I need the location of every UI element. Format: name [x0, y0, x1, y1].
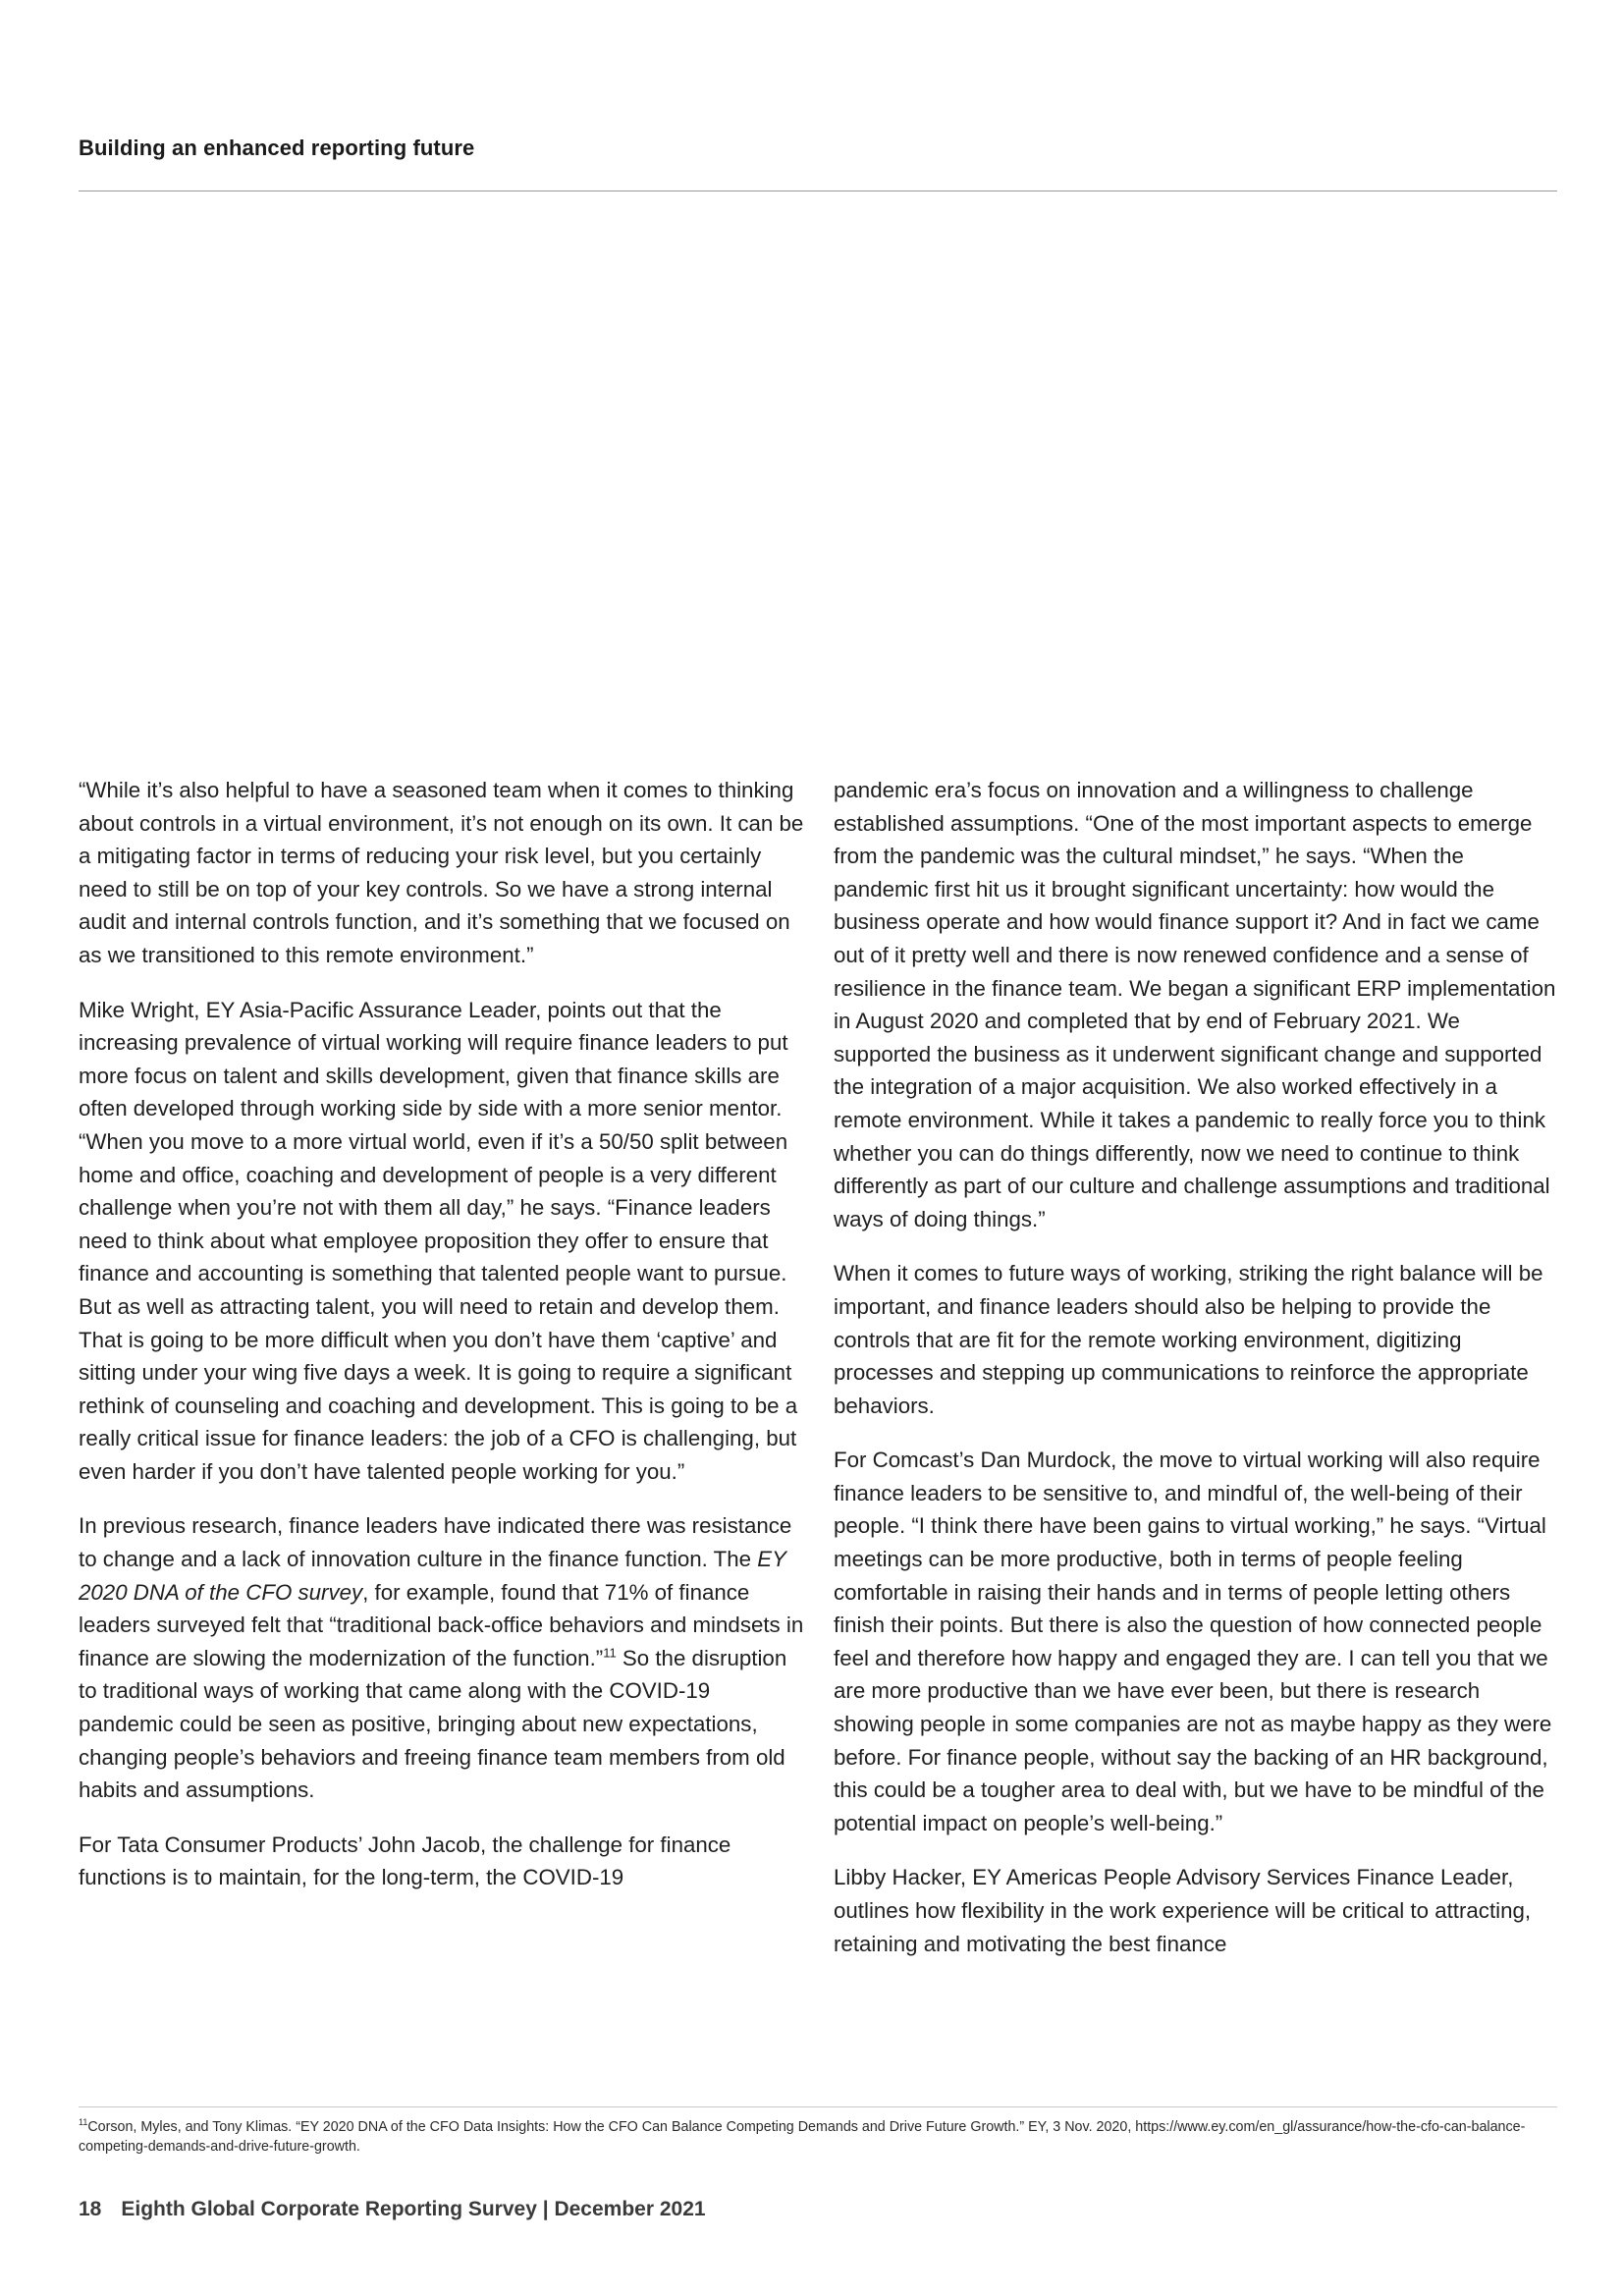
footnote-marker: 11	[79, 2117, 88, 2128]
footnote-divider	[79, 2106, 1557, 2107]
footnote-reference[interactable]: 11	[603, 1645, 617, 1661]
right-paragraph-1: pandemic era’s focus on innovation and a willingness to challenge established assumptions. “One of the most important aspects to emerge from the pandemic was the cultural mindset,” he says. “When the pandemic first hit us it brought significant uncertainty: how would the business operate and how would finance support it? And in fact we came out of it pretty well and there is now renewed confidence and a sense of resilience in the finance team. We began a significant ERP implementation in August 2020 and completed that by end of February 2021. We supported the business as it underwent significant change and supported the integration of a major acquisition. We also worked effectively in a remote environment. While it takes a pandemic to really force you to think whether you can do things differently, now we need to continue to think differently as part of our culture and challenge assumptions and traditional ways of doing things.”	[834, 778, 1556, 1231]
left-paragraph-3	[79, 1509, 805, 1806]
left-paragraph-4: For Tata Consumer Products’ John Jacob, the challenge for finance functions is to maintain, for the long-term, the COVID-19	[79, 1831, 731, 1890]
right-paragraph-2: When it comes to future ways of working, striking the right balance will be important, and finance leaders should also be helping to provide the controls that are fit for the remote working environment, digitizing processes and stepping up communications to reinforce the appropriate behaviors.	[834, 1261, 1543, 1418]
page-header-title: Building an enhanced reporting future	[79, 136, 475, 160]
page-footer	[79, 2198, 706, 2221]
footnote-text: Corson, Myles, and Tony Klimas. “EY 2020 DNA of the CFO Data Insights: How the CFO Can Balance Competing Demands and Drive Future Growth.” EY, 3 Nov. 2020, https://www.ey.com/en_gl/assurance/how-the-cfo-can-balance-competing-demands-and-drive-future-growth.	[79, 2119, 1526, 2155]
left-text-column	[79, 774, 805, 1894]
footer-title: Eighth Global Corporate Reporting Survey | December 2021	[121, 2198, 706, 2220]
right-text-column	[834, 774, 1560, 1960]
left-paragraph-3-part-a: In previous research, finance leaders have indicated there was resistance to change and a lack of innovation culture in the finance function. The	[79, 1513, 792, 1572]
left-paragraph-3-part-b: , for example, found that 71% of finance leaders surveyed felt that “traditional back-office behaviors and mindsets in finance are slowing the modernization of the function.”	[79, 1579, 804, 1670]
left-paragraph-2: Mike Wright, EY Asia-Pacific Assurance Leader, points out that the increasing prevalence of virtual working will require finance leaders to put more focus on talent and skills development, given that finance skills are often developed through working side by side with a more senior mentor. “When you move to a more virtual world, even if it’s a 50/50 split between home and office, coaching and development of people is a very different challenge when you’re not with them all day,” he says. “Finance leaders need to think about what employee proposition they offer to ensure that finance and accounting is something that talented people want to pursue. But as well as attracting talent, you will need to retain and develop them. That is going to be more difficult when you don’t have them ‘captive’ and sitting under your wing five days a week. It is going to require a significant rethink of counseling and coaching and development. This is going to be a really critical issue for finance leaders: the job of a CFO is challenging, but even harder if you don’t have talented people working for you.”	[79, 997, 798, 1484]
left-paragraph-1: “While it’s also helpful to have a seasoned team when it comes to thinking about controls in a virtual environment, it’s not enough on its own. It can be a mitigating factor in terms of reducing your risk level, but you certainly need to still be on top of your key controls. So we have a strong internal audit and internal controls function, and it’s something that we focused on as we transitioned to this remote environment.”	[79, 778, 804, 967]
right-paragraph-4: Libby Hacker, EY Americas People Advisory Services Finance Leader, outlines how flexibility in the work experience will be critical to attracting, retaining and motivating the best finance	[834, 1865, 1532, 1956]
page-number: 18	[79, 2198, 102, 2220]
left-paragraph-3-part-c: So the disruption to traditional ways of working that came along with the COVID-19 pandemic could be seen as positive, bringing about new expectations, changing people’s behaviors and freeing finance team members from old habits and assumptions.	[79, 1645, 787, 1803]
footnote	[79, 2117, 1557, 2157]
right-paragraph-3: For Comcast’s Dan Murdock, the move to virtual working will also require finance leaders to be sensitive to, and mindful of, the well-being of their people. “I think there have been gains to virtual working,” he says. “Virtual meetings can be more productive, both in terms of people feeling comfortable in raising their hands and in terms of people letting others finish their points. But there is also the question of how connected people feel and therefore how happy and engaged they are. I can tell you that we are more productive than we have ever been, but there is research showing people in some companies are not as maybe happy as they were before. For finance people, without say the backing of an HR background, this could be a tougher area to deal with, but we have to be mindful of the potential impact on people’s well-being.”	[834, 1448, 1552, 1835]
survey-title-italic: EY 2020 DNA of the CFO survey	[79, 1547, 786, 1605]
